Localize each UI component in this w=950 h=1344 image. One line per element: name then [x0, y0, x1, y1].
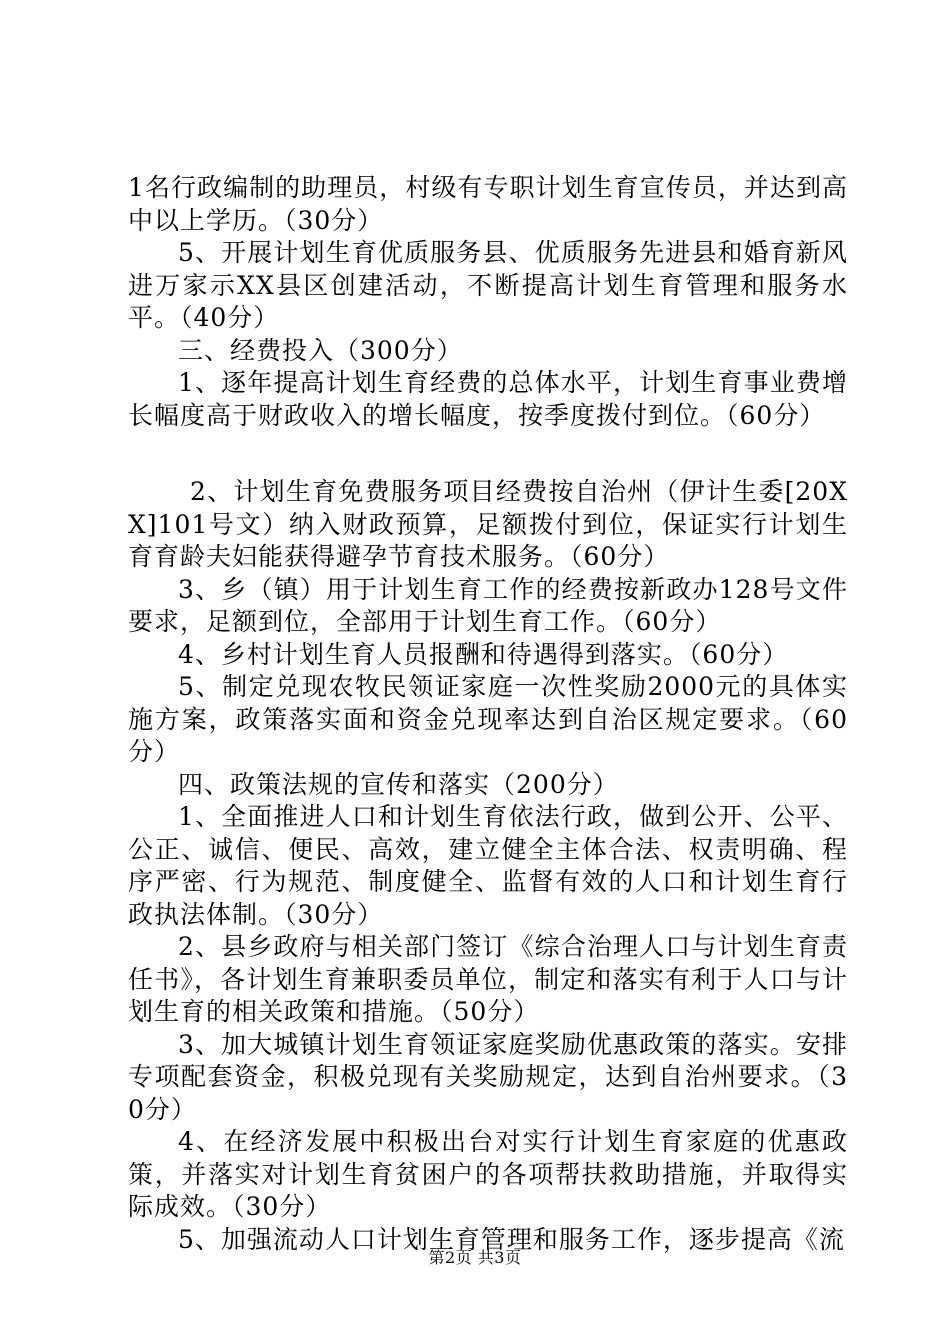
paragraph-funding-3: 3、乡（镇）用于计划生育工作的经费按新政办128号文件要求，足额到位，全部用于计划生育工作。（60分） [128, 574, 848, 636]
paragraph-policy-1: 1、全面推进人口和计划生育依法行政，做到公开、公平、公正、诚信、便民、高效，建立健全主体合法、权责明确、程序严密、行为规范、制度健全、监督有效的人口和计划生育行政执法体制。（30分） [128, 802, 848, 929]
paragraph-policy-5: 5、加强流动人口计划生育管理和服务工作，逐步提高《流 [178, 1224, 845, 1254]
paragraph-gap [128, 432, 848, 476]
paragraph-policy-3: 3、加大城镇计划生育领证家庭奖励优惠政策的落实。安排专项配套资金，积极兑现有关奖励规定，达到自治州要求。（30分） [128, 1029, 848, 1124]
paragraph-item-5-creation: 5、开展计划生育优质服务县、优质服务先进县和婚育新风进万家示XX县区创建活动，不断提高计划生育管理和服务水平。（40分） [128, 238, 848, 332]
paragraph-funding-4: 4、乡村计划生育人员报酬和待遇得到落实。（60分） [178, 639, 789, 669]
paragraph-funding-5: 5、制定兑现农牧民领证家庭一次性奖励2000元的具体实施方案，政策落实面和资金兑现率达到自治区规定要求。（60分） [128, 672, 848, 766]
page-number-footer: 第2页 共3页 [428, 1248, 522, 1267]
paragraph-funding-1: 1、逐年提高计划生育经费的总体水平，计划生育事业费增长幅度高于财政收入的增长幅度，按季度拨付到位。（60分） [128, 368, 848, 430]
paragraph-policy-2: 2、县乡政府与相关部门签订《综合治理人口与计划生育责任书》，各计划生育兼职委员单位，制定和落实有利于人口与计划生育的相关政策和措施。（50分） [128, 932, 848, 1026]
paragraph-funding-2: 2、计划生育免费服务项目经费按自治州（伊计生委[20XX]101号文）纳入财政预算，足额拨付到位，保证实行计划生育育龄夫妇能获得避孕节育技术服务。（60分） [128, 477, 848, 571]
paragraph-continued: 1名行政编制的助理员，村级有专职计划生育宣传员，并达到高中以上学历。（30分） [128, 173, 848, 235]
section-heading-funding: 三、经费投入（300分） [178, 335, 463, 365]
document-body [128, 172, 848, 1256]
paragraph-policy-4: 4、在经济发展中积极出台对实行计划生育家庭的优惠政策，并落实对计划生育贫困户的各项帮扶救助措施，并取得实际成效。（30分） [128, 1127, 848, 1221]
section-heading-policy: 四、政策法规的宣传和落实（200分） [178, 769, 619, 799]
